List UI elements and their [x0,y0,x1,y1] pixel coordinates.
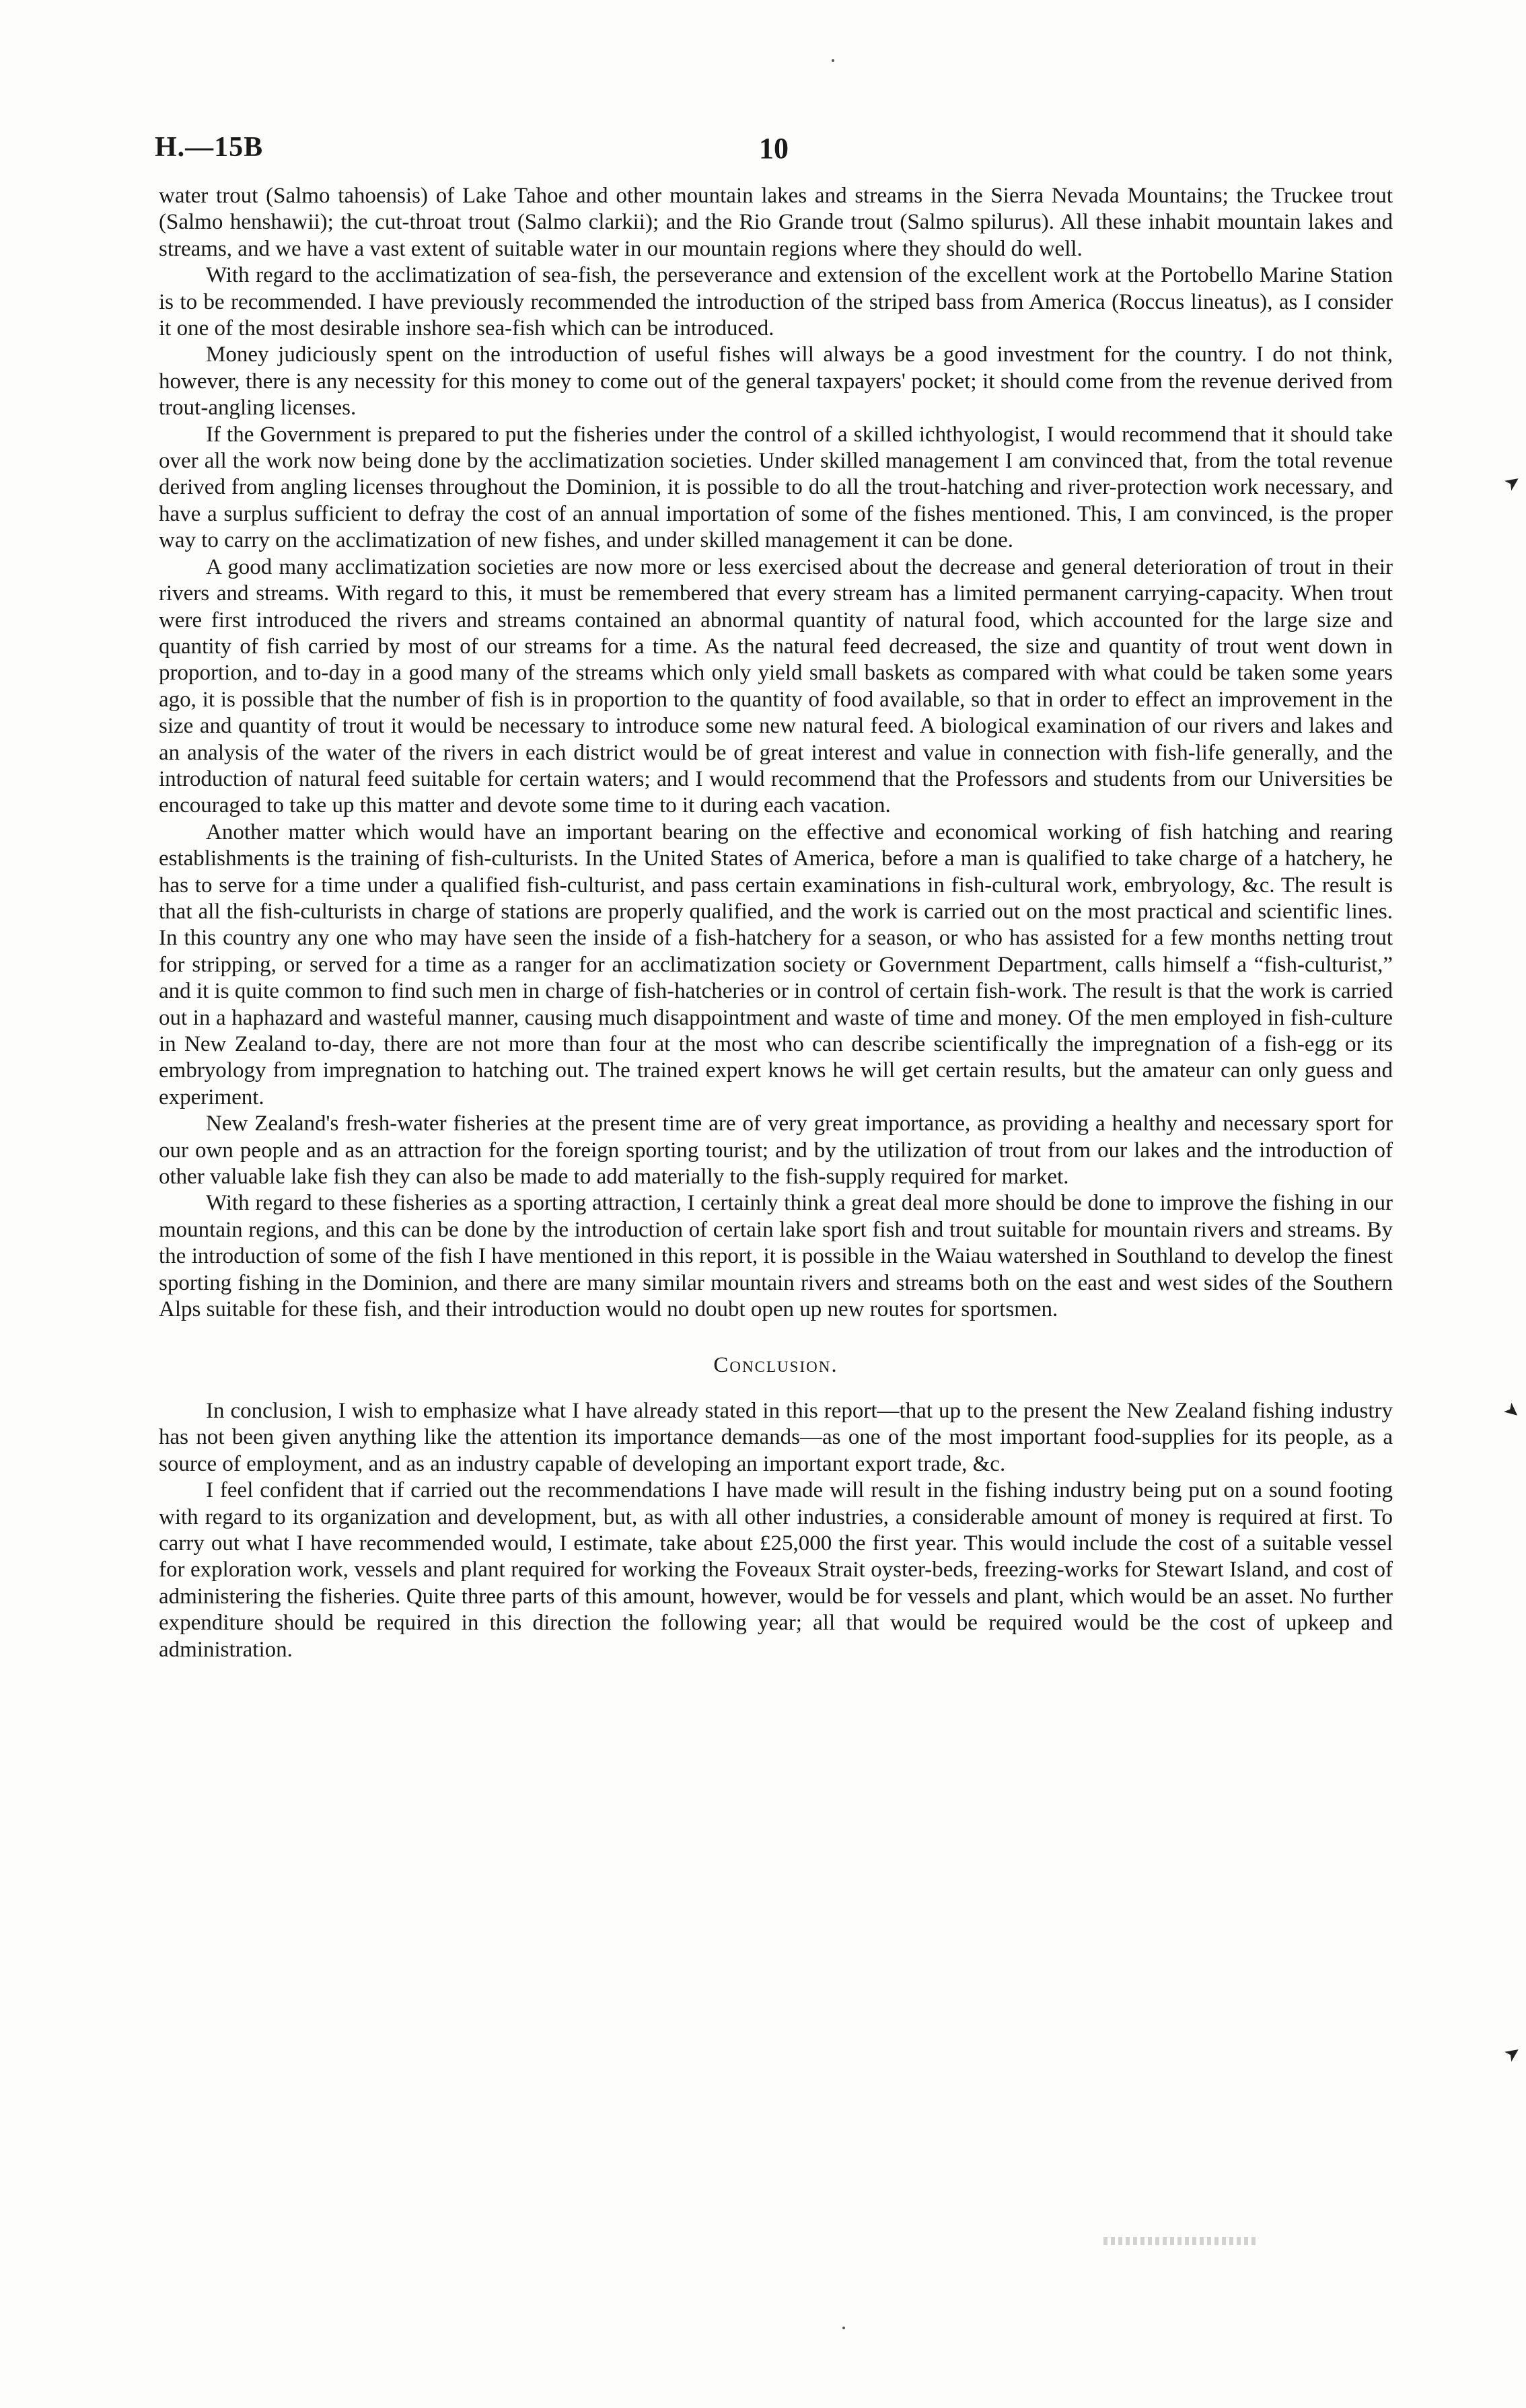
page-number: 10 [759,132,789,165]
paragraph: I feel confident that if carried out the recommendations I have made will result in the fishing industry being put on a sound footing with regard to its organization and development, but, as with all other industries, a considerable amount of money is required at first. To carry out what I have recommended would, I estimate, take about £25,000 the first year. This would include the cost of a suitable vessel for exploration work, vessels and plant required for working the Foveaux Strait oyster-beds, freezing-works for Stewart Island, and cost of administering the fisheries. Quite three parts of this amount, however, would be for vessels and plant, which would be an asset. No further expenditure should be required in this direction the following year; all that would be required would be the cost of upkeep and administration. [159,1478,1393,1662]
margin-mark-icon: ➤ [1499,2039,1525,2067]
paragraph: A good many acclimatization societies are now more or less exercised about the decrease and general deterioration of trout in their rivers and streams. With regard to this, it must be remembered that every stream has a limited permanent carrying-capacity. When trout were first introduced the rivers and streams contained an abnormal quantity of natural food, which accounted for the large size and quantity of fish carried by most of our streams for a time. As the natural feed decreased, the size and quantity of trout went down in proportion, and to-day in a good many of the streams which only yield small baskets as compared with what could be taken some years ago, it is possible that the number of fish is in proportion to the quantity of food available, so that in order to effect an improvement in the size and quantity of trout it would be necessary to introduce some new natural feed. A biological examination of our rivers and lakes and an analysis of the water of the rivers in each district would be of great interest and value in connection with fish-life generally, and the introduction of natural feed suitable for certain waters; and I would recommend that the Professors and students from our Universities be encouraged to take up this matter and devote some time to it during each vacation. [159,554,1393,818]
paragraph: With regard to the acclimatization of sea-fish, the perseverance and extension of the excellent work at the Portobello Marine Station is to be recommended. I have previously recommended the introduction of the striped bass from America (Roccus lineatus), as I consider it one of the most desirable inshore sea-fish which can be introduced. [159,263,1393,341]
paragraph: If the Government is prepared to put the fisheries under the control of a skilled ichthyologist, I would recommend that it should take over all the work now being done by the acclimatization societies. Under skilled management I am convinced that, from the total revenue derived from angling licenses throughout the Dominion, it is possible to do all the trout-hatching and river-protection work necessary, and have a surplus sufficient to defray the cost of an annual importation of some of the fishes mentioned. This, I am convinced, is the proper way to carry on the acclimatization of new fishes, and under skilled management it can be done. [159,422,1393,553]
page-header [155,131,1393,172]
document-code: H.—15B [155,132,264,163]
scan-speck [832,59,834,62]
body-text [159,183,1393,1663]
paragraph: New Zealand's fresh-water fisheries at the present time are of very great importance, as providing a healthy and necessary sport for our own people and as an attraction for the foreign sporting tourist; and by the utilization of trout from our lakes and the introduction of other valuable lake fish they can also be made to add materially to the fish-supply required for market. [159,1111,1393,1190]
margin-mark-icon: ➤ [1499,1397,1526,1424]
scan-smudge [1103,2237,1258,2245]
paragraph: With regard to these fisheries as a sporting attraction, I certainly think a great deal more should be done to improve the fishing in our mountain regions, and this can be done by the introduction of certain lake sport fish and trout suitable for mountain rivers and streams. By the introduction of some of the fish I have mentioned in this report, it is possible in the Waiau watershed in Southland to develop the finest sporting fishing in the Dominion, and there are many similar mountain rivers and streams both on the east and west sides of the Southern Alps suitable for these fish, and their introduction would no doubt open up new routes for sportsmen. [159,1191,1393,1322]
margin-mark-icon: ➤ [1499,468,1525,496]
section-heading: Conclusion. [713,1353,838,1378]
scan-speck [842,2327,845,2329]
paragraph: water trout (Salmo tahoensis) of Lake Tahoe and other mountain lakes and streams in the Sierra Nevada Mountains; the Truckee trout (Salmo henshawii); the cut-throat trout (Salmo clarkii); and the Rio Grande trout (Salmo spilurus). All these inhabit mountain lakes and streams, and we have a vast extent of suitable water in our mountain regions where they should do well. [159,184,1393,261]
paragraph: Another matter which would have an important bearing on the effective and economical working of fish hatching and rearing establishments is the training of fish-culturists. In the United States of America, before a man is qualified to take charge of a hatchery, he has to serve for a time under a qualified fish-culturist, and pass certain examinations in fish-cultural work, embryology, &c. The result is that all the fish-culturists in charge of stations are properly qualified, and the work is carried out on the most practical and scientific lines. In this country any one who may have seen the inside of a fish-hatchery for a season, or who has assisted for a few months netting trout for stripping, or served for a time as a ranger for an acclimatization society or Government Department, calls himself a “fish-culturist,” and it is quite common to find such men in charge of fish-hatcheries or in control of certain fish-work. The result is that the work is carried out in a haphazard and wasteful manner, causing much disappointment and waste of time and money. Of the men employed in fish-culture in New Zealand to-day, there are not more than four at the most who can describe scientifically the impregnation of a fish-egg or its embryology from impregnation to hatching out. The trained expert knows he will get certain results, but the amateur can only guess and experiment. [159,819,1393,1109]
paragraph: In conclusion, I wish to emphasize what I have already stated in this report—that up to the present the New Zealand fishing industry has not been given anything like the attention its importance demands—as one of the most important food-supplies for its people, as a source of employment, and as an industry capable of developing an important export trade, &c. [159,1398,1393,1476]
paragraph: Money judiciously spent on the introduction of useful fishes will always be a good investment for the country. I do not think, however, there is any necessity for this money to come out of the general taxpayers' pocket; it should come from the revenue derived from trout-angling licenses. [159,342,1393,421]
